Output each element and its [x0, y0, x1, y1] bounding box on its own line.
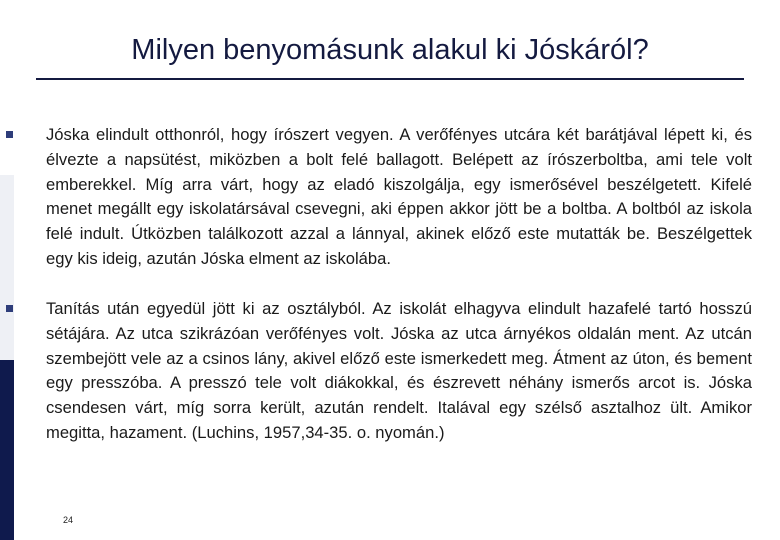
left-accent-bar-middle — [0, 175, 14, 360]
bullet-marker — [6, 305, 13, 312]
bullet-paragraph-1: Jóska elindult otthonról, hogy írószert vegyen. A verőfényes utcára két barátjával lépett ki, és élvezte a napsütést, miközben a bolt felé ballagott. Belépett az írószerboltba, ami tele volt emberekkel. Míg arra várt, hogy az eladó kiszolgálja, egy ismerősével beszélgetett. Kifelé menet megállt egy iskolatársával csevegni, aki éppen akkor jött be a boltba. A boltból az iskola felé indult. Útközben találkozott azzal a lánnyal, akinek előző este mutatták be. Beszélgettek egy kis ideig, azután Jóska elment az iskolába. — [46, 125, 752, 268]
left-accent-bar-top — [0, 0, 14, 175]
title-underline — [36, 78, 744, 80]
bullet-paragraph-2: Tanítás után egyedül jött ki az osztályból. Az iskolát elhagyva elindult hazafelé tartó hosszú sétájára. Az utca szikrázóan verőfényes volt. Jóska az utca árnyékos oldalán ment. Az utcán szembejött vele az a csinos lány, akivel előző este ismerkedett meg. Átment az úton, és bement egy presszóba. A presszó tele volt diákokkal, és észrevett néhány ismerős arcot is. Jóska csendesen várt, míg sorra került, azután rendelt. Italával egy szélső asztalhoz ült. Amikor megitta, hazament. (Luchins, 1957,34-35. o. nyomán.) — [46, 299, 752, 442]
bullet-marker — [6, 131, 13, 138]
slide-title: Milyen benyomásunk alakul ki Jóskáról? — [131, 34, 649, 66]
page-number: 24 — [63, 515, 74, 525]
left-accent-bar-bottom — [0, 360, 14, 540]
